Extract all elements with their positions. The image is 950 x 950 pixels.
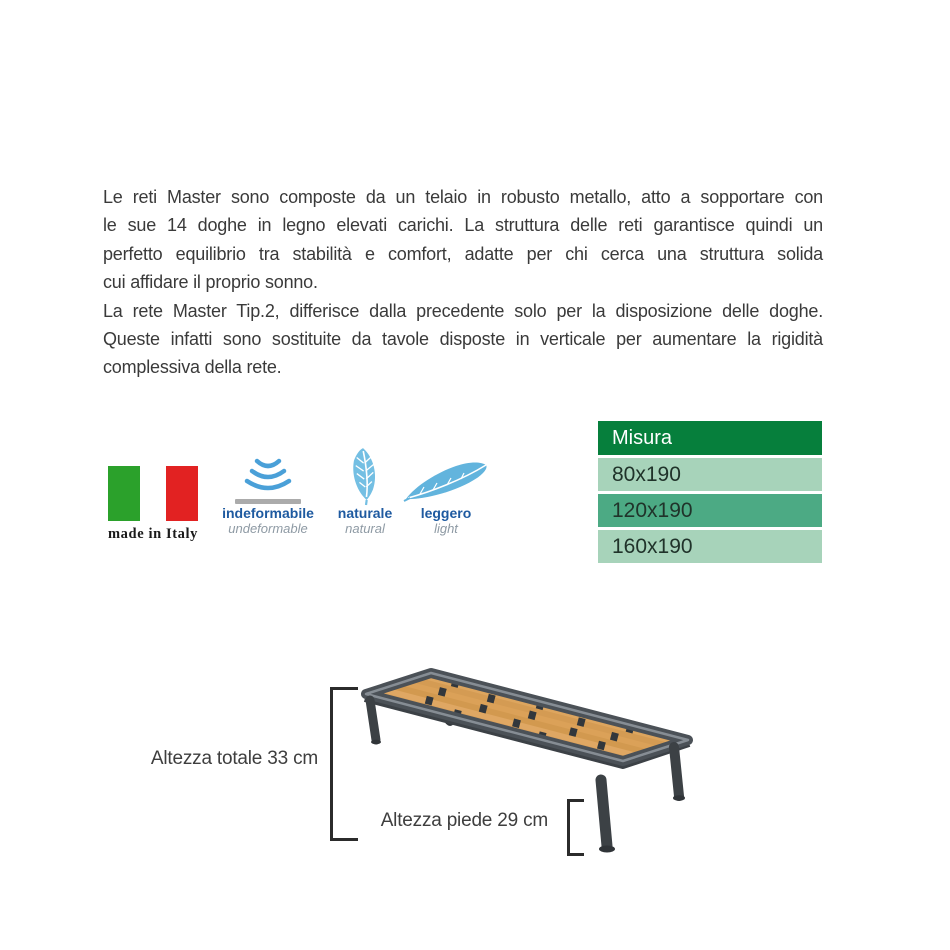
leggero-label: leggero: [420, 505, 472, 521]
flag-red-band: [166, 466, 198, 521]
feature-indeformabile: [218, 452, 318, 536]
description-line: cui affidare il proprio sonno.: [103, 272, 318, 293]
made-in-italy-label: made in Italy: [108, 526, 198, 542]
feather-icon: [396, 452, 496, 506]
size-row-160x190: 160x190: [598, 530, 822, 563]
natural-sublabel: natural: [345, 521, 385, 536]
size-table: [598, 421, 822, 566]
description-line: perfetto equilibrio tra stabilità e comfort, adatte per chi cerca una struttura solida: [103, 243, 823, 264]
size-row-120x190: 120x190: [598, 494, 822, 527]
size-table-header: Misura: [598, 421, 822, 455]
feature-leggero: [396, 452, 496, 536]
italy-flag-icon: [100, 466, 206, 521]
feature-made-in-italy: [100, 460, 206, 543]
undeformable-sublabel: undeformable: [228, 521, 308, 536]
naturale-label: naturale: [337, 505, 393, 521]
bed-base-image: [330, 650, 800, 870]
flag-green-band: [108, 466, 140, 521]
description-line: complessiva della rete.: [103, 357, 282, 378]
foot-height-bracket: [567, 799, 584, 856]
description-line: La rete Master Tip.2, differisce dalla precedente solo per la disposizione delle doghe.: [103, 300, 823, 321]
indeformabile-label: indeformabile: [222, 505, 314, 521]
total-height-bracket: [330, 687, 358, 841]
description-line: Queste infatti sono sostituite da tavole disposte in verticale per aumentare la rigidità: [103, 328, 823, 349]
light-sublabel: light: [434, 521, 458, 536]
size-row-80x190: 80x190: [598, 458, 822, 491]
description-line: Le reti Master sono composte da un telaio in robusto metallo, atto a sopportare con: [103, 187, 823, 207]
spring-icon: [218, 452, 318, 506]
product-description: [103, 183, 823, 382]
description-line: le sue 14 doghe in legno elevati carichi. La struttura delle reti garantisce quindi un: [103, 215, 823, 236]
foot-height-label: Altezza piede 29 cm: [380, 810, 548, 831]
total-height-label: Altezza totale 33 cm: [150, 748, 318, 769]
